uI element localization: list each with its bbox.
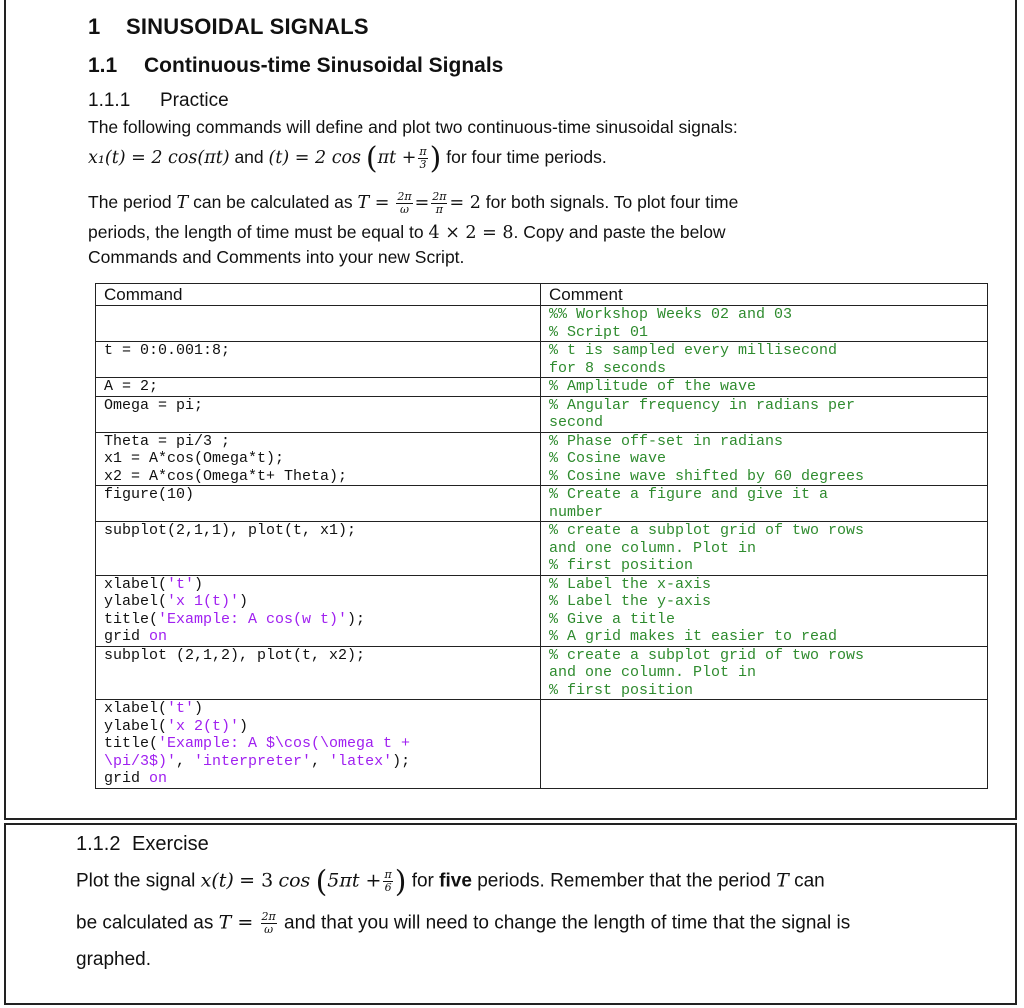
exercise-xt: x(t): [200, 869, 234, 892]
equation-x1: x₁(t) = 2 cos(πt): [88, 148, 230, 168]
paren-open: (: [315, 864, 328, 900]
header-command: Command: [96, 284, 541, 306]
comment-cell: [541, 700, 988, 789]
command-string: 't': [167, 700, 195, 717]
signals-tail: for four time periods.: [446, 147, 607, 167]
exercise-eq: = 3: [239, 869, 274, 892]
section-title: SINUSOIDAL SIGNALS: [126, 14, 369, 39]
period-t-equals: T =: [357, 193, 390, 213]
exercise-can: can: [794, 870, 825, 892]
table-row: [96, 522, 988, 576]
subsection-number: 1.1: [88, 54, 118, 77]
fraction-denominator: ω: [264, 923, 274, 936]
command-code: ,: [311, 752, 330, 770]
fraction-denominator: ω: [399, 202, 409, 216]
period-mid: can be calculated as: [193, 192, 353, 212]
fraction-numerator: 2π: [432, 189, 447, 203]
fraction-denominator: π: [435, 202, 443, 216]
command-table: [95, 283, 988, 789]
section-heading: [88, 14, 369, 40]
command-code: Omega = pi;: [104, 396, 204, 414]
command-string: 'interpreter': [194, 752, 312, 770]
command-code: ); grid: [104, 752, 411, 787]
practice-intro: The following commands will define and plot two continuous-time sinusoidal signals:: [88, 117, 738, 137]
exercise-l2-T: T =: [218, 911, 254, 934]
table-row: [96, 486, 988, 522]
period-tail: for both signals. To plot four time: [485, 192, 739, 212]
command-code: ); grid: [104, 610, 366, 645]
table-row: [96, 575, 988, 646]
exercise-line-1: [76, 864, 825, 900]
period-pre: The period: [88, 192, 172, 212]
table-row: [96, 378, 988, 397]
subsection-title: Continuous-time Sinusoidal Signals: [144, 54, 504, 77]
command-code: ) ylabel(: [104, 700, 204, 735]
command-string: 'latex': [329, 752, 393, 770]
command-cell: [96, 306, 541, 342]
exercise-cos: cos: [278, 869, 311, 892]
command-cell: [96, 486, 541, 522]
table-row: [96, 432, 988, 486]
command-string: 'x 2(t)': [167, 717, 240, 735]
exercise-heading: [76, 833, 209, 856]
fraction-denominator: 3: [419, 157, 427, 171]
table-row: [96, 646, 988, 700]
paren-close: ): [429, 141, 442, 176]
paren-close: ): [394, 864, 407, 900]
equals-sign: =: [414, 193, 430, 213]
command-code: figure(10): [104, 486, 195, 503]
exercise-tail: periods. Remember that the period: [477, 870, 771, 892]
exercise-line-3: graphed.: [76, 949, 152, 970]
table-row: [96, 306, 988, 342]
length-tail: . Copy and paste the below: [513, 222, 726, 242]
command-code: ,: [176, 752, 195, 770]
command-cell: [96, 432, 541, 486]
fraction-2pi-over-omega: [396, 191, 412, 216]
command-code: xlabel(: [104, 700, 168, 717]
equation-x2-arg: πt +: [377, 148, 417, 168]
comment-cell: % create a subplot grid of two rows and one column. Plot in % first position: [541, 522, 988, 576]
fraction-pi-over-3: [418, 146, 427, 171]
fraction-pi-over-6: [383, 869, 392, 894]
practice-heading: [88, 90, 229, 112]
command-string: on: [149, 628, 168, 645]
practice-title: Practice: [160, 90, 229, 111]
practice-number: 1.1.1: [88, 90, 131, 111]
exercise-T: T: [776, 869, 789, 892]
exercise-arg: 5πt +: [327, 869, 382, 892]
section-number: 1: [88, 14, 101, 39]
command-code: ) title(: [104, 593, 249, 628]
comment-cell: % Create a figure and give it a number: [541, 486, 988, 522]
command-code: ) ylabel(: [104, 575, 204, 610]
table-row: [96, 342, 988, 378]
command-string: on: [149, 770, 168, 787]
comment-cell: % Label the x-axis % Label the y-axis % Give a title % A grid makes it easier to read: [541, 575, 988, 646]
signals-equation-line: [88, 141, 607, 176]
command-code: t = 0:0.001:8;: [104, 342, 231, 359]
header-comment: Comment: [541, 284, 988, 306]
command-code: subplot (2,1,2), plot(t, x2);: [104, 646, 366, 664]
command-cell: [96, 646, 541, 700]
command-code: ) title(: [104, 717, 249, 752]
command-cell: [96, 342, 541, 378]
exercise-line-2: [76, 911, 850, 936]
exercise-for: for: [411, 870, 434, 892]
paren-open: (: [365, 141, 378, 176]
table-row: [96, 396, 988, 432]
fraction-numerator: 2π: [397, 189, 412, 203]
length-line: [88, 220, 726, 245]
exercise-l2-pre: be calculated as: [76, 912, 214, 934]
copy-instruction: Commands and Comments into your new Script.: [88, 247, 465, 267]
period-value: = 2: [449, 193, 481, 213]
comment-cell: % t is sampled every millisecond for 8 seconds: [541, 342, 988, 378]
command-cell: [96, 378, 541, 397]
fraction-numerator: π: [384, 868, 392, 881]
comment-cell: % Phase off-set in radians % Cosine wave % Cosine wave shifted by 60 degrees: [541, 432, 988, 486]
command-code: xlabel(: [104, 575, 168, 593]
fraction-2pi-over-omega-ex: [261, 911, 277, 936]
command-cell: [96, 522, 541, 576]
command-cell: [96, 700, 541, 789]
command-string: 'x 1(t)': [167, 593, 240, 610]
comment-cell: % Amplitude of the wave: [541, 378, 988, 397]
comment-cell: %% Workshop Weeks 02 and 03 % Script 01: [541, 306, 988, 342]
command-string: 't': [167, 575, 195, 593]
period-line: [88, 190, 738, 216]
fraction-numerator: π: [419, 144, 427, 158]
command-code: Theta = pi/3 ; x1 = A*cos(Omega*t); x2 = A*cos(Omega*t+ Theta);: [104, 432, 348, 485]
fraction-denominator: 6: [384, 881, 392, 894]
page-lower: [4, 823, 1017, 1005]
exercise-pre: Plot the signal: [76, 870, 196, 892]
command-string: 'Example: A cos(w t)': [158, 610, 348, 628]
table-body: [96, 306, 988, 789]
table-header-row: [96, 284, 988, 306]
comment-cell: % create a subplot grid of two rows and one column. Plot in % first position: [541, 646, 988, 700]
command-code: A = 2;: [104, 378, 159, 395]
exercise-l2-tail: and that you will need to change the length of time that the signal is: [284, 912, 851, 934]
fraction-numerator: 2π: [261, 910, 276, 923]
command-cell: [96, 396, 541, 432]
subsection-heading: [88, 54, 503, 78]
length-pre: periods, the length of time must be equal to: [88, 222, 424, 242]
comment-cell: % Angular frequency in radians per second: [541, 396, 988, 432]
fraction-2pi-over-pi: [431, 191, 447, 216]
period-symbol: T: [176, 193, 189, 213]
table-row: [96, 700, 988, 789]
exercise-five: five: [439, 870, 472, 892]
length-math: 4 × 2 = 8: [428, 223, 514, 243]
command-cell: [96, 575, 541, 646]
and-word: and: [234, 147, 264, 167]
command-string: 'Example: A $\cos(\omega t + \pi/3$)': [104, 735, 411, 770]
exercise-title: Exercise: [132, 833, 209, 855]
equation-x2-lhs: (t) = 2 cos: [268, 148, 362, 168]
exercise-number: 1.1.2: [76, 833, 121, 855]
command-code: subplot(2,1,1), plot(t, x1);: [104, 522, 357, 539]
